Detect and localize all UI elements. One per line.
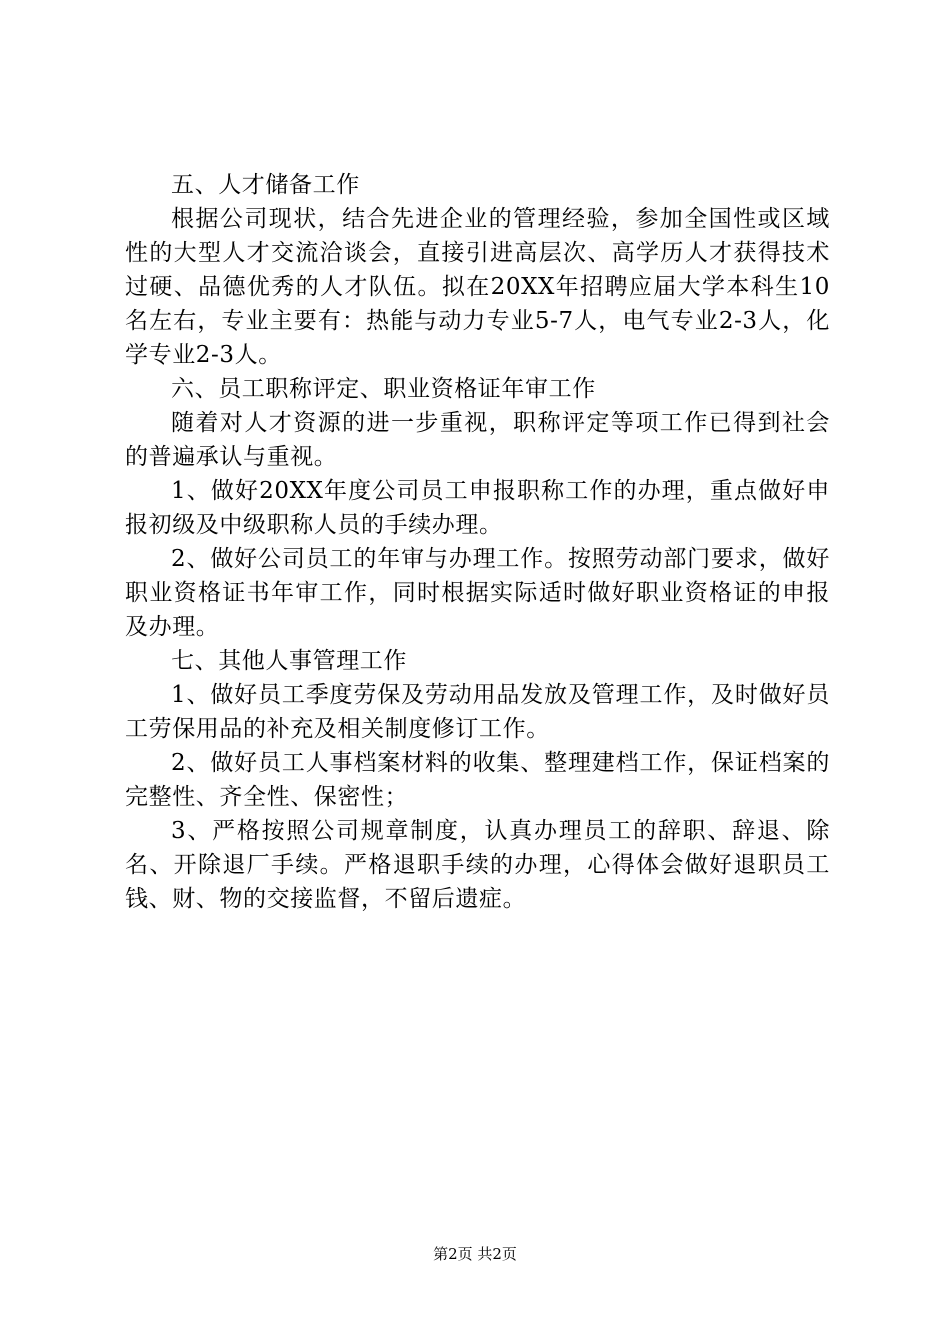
paragraph-title-evaluation: 随着对人才资源的进一步重视，职称评定等项工作已得到社会的普遍承认与重视。 xyxy=(125,410,830,470)
section-heading-other-hr: 七、其他人事管理工作 xyxy=(171,648,407,674)
section-heading-talent-reserve: 五、人才储备工作 xyxy=(171,172,360,198)
list-item-personnel-files: 2、做好员工人事档案材料的收集、整理建档工作，保证档案的完整性、齐全性、保密性； xyxy=(125,750,830,810)
list-item-title-application: 1、做好20XX年度公司员工申报职称工作的办理，重点做好申报初级及中级职称人员的手续办理。 xyxy=(125,478,830,538)
document-body xyxy=(125,168,830,916)
paragraph-talent-reserve: 根据公司现状，结合先进企业的管理经验，参加全国性或区域性的大型人才交流洽谈会，直接引进高层次、高学历人才获得技术过硬、品德优秀的人才队伍。拟在20XX年招聘应届大学本科生10名左右，专业主要有：热能与动力专业5-7人，电气专业2-3人，化学专业2-3人。 xyxy=(125,206,830,368)
list-item-resignation-procedures: 3、严格按照公司规章制度，认真办理员工的辞职、辞退、除名、开除退厂手续。严格退职手续的办理，心得体会做好退职员工钱、财、物的交接监督，不留后遗症。 xyxy=(125,818,830,912)
page-footer: 第2页 共2页 xyxy=(433,1245,517,1263)
list-item-labor-protection: 1、做好员工季度劳保及劳动用品发放及管理工作，及时做好员工劳保用品的补充及相关制度修订工作。 xyxy=(125,682,830,742)
list-item-annual-review: 2、做好公司员工的年审与办理工作。按照劳动部门要求，做好职业资格证书年审工作，同时根据实际适时做好职业资格证的申报及办理。 xyxy=(125,546,830,640)
section-heading-title-evaluation: 六、员工职称评定、职业资格证年审工作 xyxy=(171,376,596,402)
